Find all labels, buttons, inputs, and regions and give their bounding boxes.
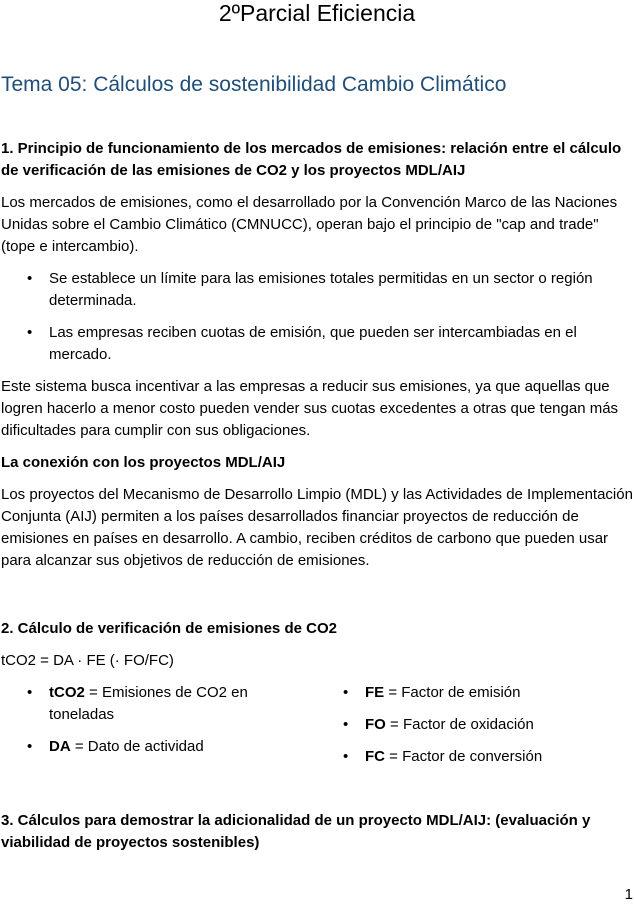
section-2-heading: 2. Cálculo de verificación de emisiones de CO2 bbox=[1, 620, 337, 637]
list-item bbox=[1, 736, 317, 758]
variable-term: tCO2 bbox=[49, 684, 85, 701]
variables-columns bbox=[1, 682, 633, 768]
variable-desc: = Factor de oxidación bbox=[385, 716, 534, 733]
section-1-bullet-list bbox=[1, 268, 633, 366]
document-title: 2ºParcial Eficiencia bbox=[218, 0, 416, 26]
section-1-paragraph-2: Este sistema busca incentivar a las empresas a reducir sus emisiones, ya que aquellas que logren hacerlo a menor costo pueden vender sus cuotas excedentes a otras que tengan más dificultades para cumplir con sus obligaciones. bbox=[1, 378, 619, 439]
variable-term: FO bbox=[365, 716, 386, 733]
variable-desc: = Dato de actividad bbox=[70, 738, 204, 755]
document-content bbox=[1, 138, 633, 854]
page-number: 1 bbox=[624, 886, 633, 903]
list-item bbox=[317, 714, 633, 736]
co2-formula: tCO2 = DA · FE (· FO/FC) bbox=[1, 652, 174, 669]
section-1-paragraph-3: Los proyectos del Mecanismo de Desarrollo Limpio (MDL) y las Actividades de Implementación Conjunta (AIJ) permiten a los países desarrollados financiar proyectos de reducción de emisiones en países en desarrollo. A cambio, reciben créditos de carbono que pueden usar para alcanzar sus objetivos de reducción de emisiones. bbox=[1, 486, 633, 569]
variables-left-list bbox=[1, 682, 317, 768]
list-item bbox=[317, 746, 633, 768]
section-1-intro: Los mercados de emisiones, como el desarrollado por la Convención Marco de las Naciones Unidas sobre el Cambio Climático (CMNUCC), operan bajo el principio de "cap and trade" (tope e intercambio). bbox=[1, 194, 618, 255]
list-item: • Las empresas reciben cuotas de emisión, que pueden ser intercambiadas en el mercado. bbox=[1, 322, 633, 366]
list-item bbox=[1, 682, 317, 726]
section-3-heading: 3. Cálculos para demostrar la adicionalidad de un proyecto MDL/AIJ: (evaluación y viabilidad de proyectos sostenibles) bbox=[1, 812, 591, 851]
section-1-subheading: La conexión con los proyectos MDL/AIJ bbox=[1, 454, 286, 471]
tema-title: Tema 05: Cálculos de sostenibilidad Cambio Climático bbox=[1, 73, 507, 96]
variable-term: FC bbox=[365, 748, 385, 765]
variable-term: DA bbox=[49, 738, 71, 755]
list-item: • Se establece un límite para las emisiones totales permitidas en un sector o región determinada. bbox=[1, 268, 633, 312]
section-1-heading: 1. Principio de funcionamiento de los mercados de emisiones: relación entre el cálculo de verificación de las emisiones de CO2 y los proyectos MDL/AIJ bbox=[1, 140, 622, 179]
variable-desc: = Factor de conversión bbox=[385, 748, 543, 765]
variable-term: FE bbox=[365, 684, 385, 701]
list-item bbox=[317, 682, 633, 704]
variables-right-list bbox=[317, 682, 633, 768]
variable-desc: = Factor de emisión bbox=[384, 684, 521, 701]
variable-desc: = Emisiones de CO2 en toneladas bbox=[49, 684, 248, 723]
